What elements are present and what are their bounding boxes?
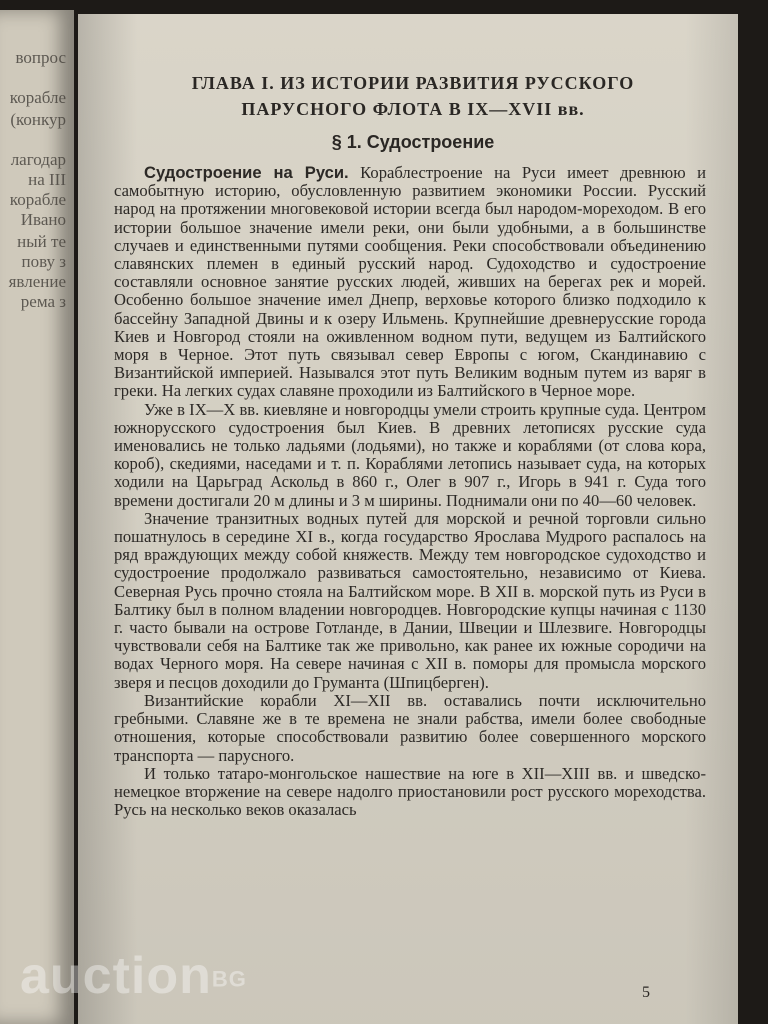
watermark-suffix: BG xyxy=(211,966,247,992)
book-page xyxy=(78,14,738,1024)
watermark-logo xyxy=(20,946,247,1006)
previous-page-fragment: Ивано xyxy=(20,210,66,229)
previous-page-edge xyxy=(0,10,74,1024)
previous-page-fragment: пову з xyxy=(21,252,66,271)
previous-page-fragment: ный те xyxy=(17,232,66,251)
previous-page-fragment: (конкур xyxy=(10,110,66,129)
chapter-heading-line: ПАРУСНОГО ФЛОТА В IX—XVII вв. xyxy=(241,99,585,119)
previous-page-fragment: вопрос xyxy=(15,48,66,67)
paragraph xyxy=(114,692,706,765)
section-title: § 1. Судостроение xyxy=(331,132,495,152)
paragraph-text: Византийские корабли XI—XII вв. оставались почти исключительно гребными. Славяне же в те времена не знали рабства, имели более свободные отношения, которые способствовали развитию более совершенного морского транспорта — парусного. xyxy=(114,690,706,765)
previous-page-fragment: явление xyxy=(8,272,66,291)
paragraph xyxy=(114,510,706,692)
paragraph-text: Уже в IX—X вв. киевляне и новгородцы умели строить крупные суда. Центром южнорусского судостроения был Киев. В древних летописях русские суда именовались не только ладьями (лодьями), но также и кораблями (от слова кора, короб), скедиями, наседами и т. п. Кораблями летопись называет суда, на которых ходили на Царьград Аскольд в 860 г., Олег в 907 г., Игорь в 941 г. Суда того времени достигали 20 м длины и 3 м ширины. Поднимали они по 40—60 человек. xyxy=(114,399,706,510)
paragraph xyxy=(114,164,706,401)
previous-page-fragment: корабле xyxy=(9,88,66,107)
paragraph-text: Значение транзитных водных путей для морской и речной торговли сильно пошатнулось в середине XI в., когда государство Ярослава Мудрого распалось на ряд враждующих между собой княжеств. Между тем новгородское судоходство и судостроение продолжало развиваться самостоятельно, независимо от Киева. Северная Русь прочно стояла на Балтийском море. В XII в. морской путь из Руси в Балтику был в полном владении новгородцев. Новгородские купцы начиная с 1130 г. часто бывали на острове Готланде, в Дании, Швеции и Шлезвиге. Новгородцы чувствовали себя на Балтике так же привольно, как ранее их южные сородичи на водах Черного моря. На севере начиная с XII в. поморы для промысла морского зверя и песцов доходили до Груманта (Шпицберген). xyxy=(114,508,706,692)
page-number: 5 xyxy=(642,984,650,1001)
previous-page-fragment: на III xyxy=(28,170,66,189)
paragraph-lead: Судостроение на Руси. xyxy=(144,163,349,182)
previous-page-fragment: корабле xyxy=(9,190,66,209)
chapter-heading xyxy=(118,70,708,122)
previous-page-fragment: рема з xyxy=(20,292,66,311)
paragraph-text: И только татаро-монгольское нашествие на юге в XII—XIII вв. и шведско-немецкое вторжение на севере надолго приостановили рост русского мореходства. Русь на несколько веков оказалась xyxy=(114,763,706,820)
watermark-text: auction xyxy=(20,947,212,1005)
chapter-heading-line: ГЛАВА I. ИЗ ИСТОРИИ РАЗВИТИЯ РУССКОГО xyxy=(191,73,635,93)
paragraph-text: Кораблестроение на Руси имеет древнюю и самобытную историю, обусловленную развитием экономики России. Русский народ на протяжении многовековой истории всегда был народом-мореходом. В его истории большое значение имели реки, они были удобными, а в большинстве случаев и единственными путями сообщения. Реки способствовали объединению славянских племен в единый русский народ. Судоходство и судостроение составляли основное занятие русских людей, живших на берегах рек и морей. Особенно большое значение имел Днепр, верховье которого близко подходило к бассейну Западной Двины и к озеру Ильмень. Крупнейшие древнерусские города Киев и Новгород стояли на оживленном водном пути, ведущем из Балтийского моря в Черное. Этот путь связывал север Европы с югом, Скандинавию с Византийской империей. Назывался этот путь Великим водным путем из варяг в греки. На легких судах славяне проходили из Балтийского в Черное море. xyxy=(114,163,706,401)
paragraph xyxy=(114,765,706,820)
body-text xyxy=(114,164,706,819)
previous-page-fragment: лагодар xyxy=(10,150,66,169)
paragraph xyxy=(114,401,706,510)
